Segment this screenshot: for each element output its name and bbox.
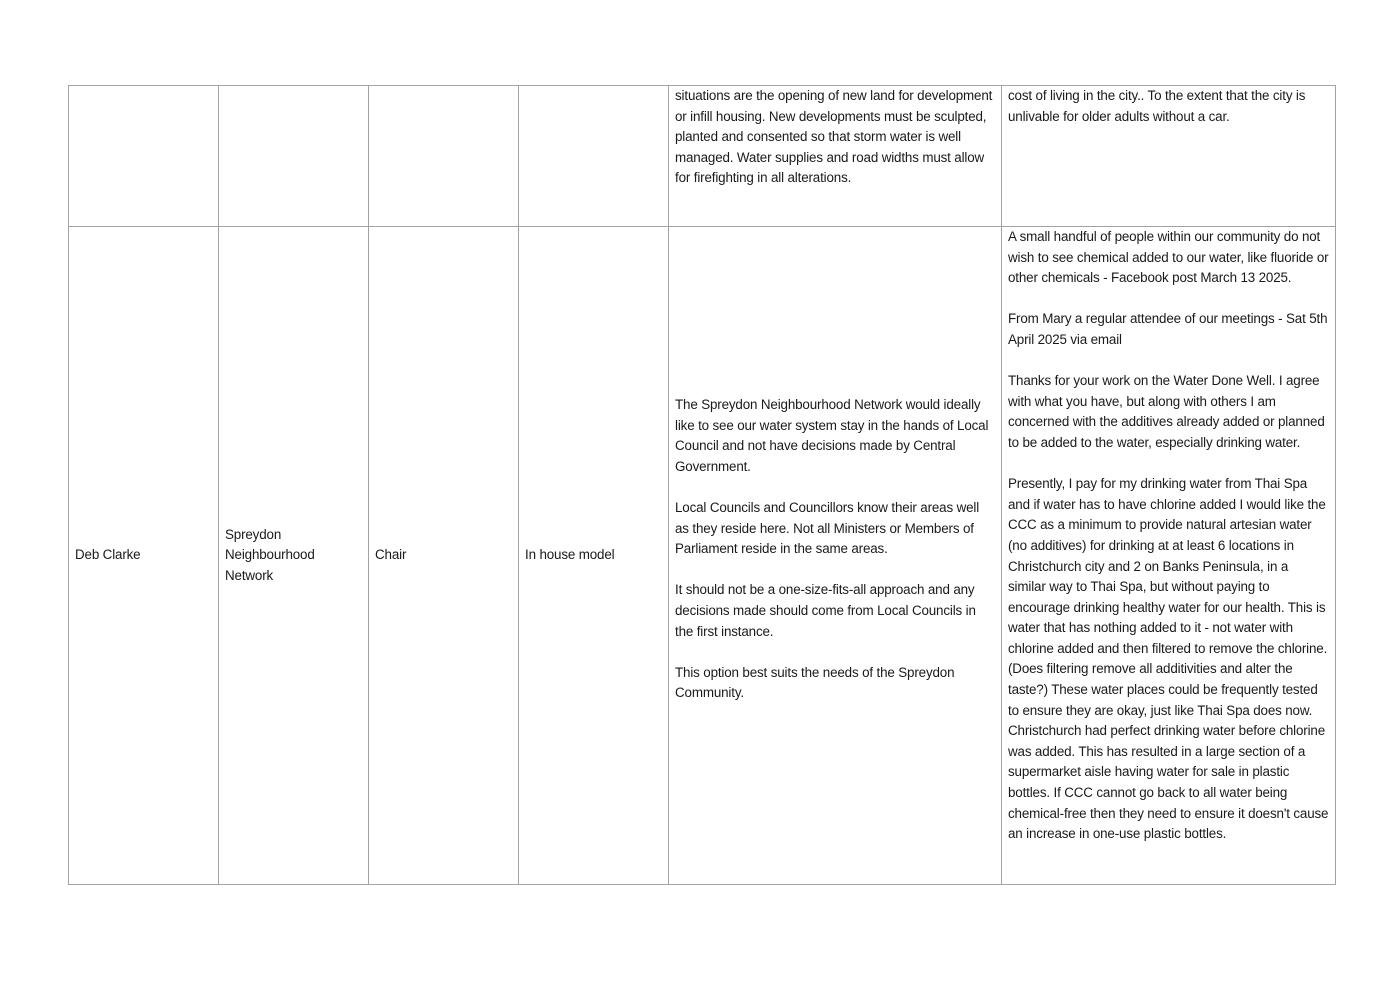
reasons-paragraph: The Spreydon Neighbourhood Network would ideally like to see our water system stay in the hands of Local Council and not have decisions made by Central Government. <box>675 397 989 474</box>
comments-cell <box>1002 227 1336 885</box>
reasons-cell <box>669 227 1002 885</box>
comments-cell <box>1002 86 1336 227</box>
name-cell <box>69 86 219 227</box>
preferred-option-cell <box>519 86 669 227</box>
table-row <box>69 227 1336 885</box>
reasons-paragraph: situations are the opening of new land for development or infill housing. New developments must be sculpted, planted and consented so that storm water is well managed. Water supplies and road widths must allow for firefighting in all alterations. <box>675 88 993 186</box>
comments-paragraph: cost of living in the city.. To the extent that the city is unlivable for older adults without a car. <box>1008 88 1306 124</box>
reasons-paragraph: This option best suits the needs of the Spreydon Community. <box>675 664 955 701</box>
comments-paragraph: From Mary a regular attendee of our meetings - Sat 5th April 2025 via email <box>1008 311 1328 347</box>
submissions-table <box>68 85 1336 885</box>
name-cell: Deb Clarke <box>69 227 219 885</box>
role-cell <box>369 86 519 227</box>
table-row <box>69 86 1336 227</box>
reasons-paragraph: It should not be a one-size-fits-all approach and any decisions made should come from Local Councils in the first instance. <box>675 582 976 639</box>
comments-paragraph: Presently, I pay for my drinking water from Thai Spa and if water has to have chlorine added I would like the CCC as a minimum to provide natural artesian water (no additives) for drinking at at least 6 locations in Christchurch city and 2 on Banks Peninsula, in a similar way to Thai Spa, but without paying to encourage drinking healthy water for our health. This is water that has nothing added to it - not water with chlorine added and then filtered to remove the chlorine. (Does filtering remove all additivities and alter the taste?) These water places could be frequently tested to ensure they are okay, just like Thai Spa does now. Christchurch had perfect drinking water before chlorine was added. This has resulted in a large section of a supermarket aisle having water for sale in plastic bottles. If CCC cannot go back to all water being chemical-free then they need to ensure it doesn't cause an increase in one-use plastic bottles. <box>1008 476 1329 842</box>
comments-paragraph: A small handful of people within our community do not wish to see chemical added to our water, like fluoride or other chemicals - Facebook post March 13 2025. <box>1008 229 1329 286</box>
preferred-option-cell: In house model <box>519 227 669 885</box>
reasons-paragraph: Local Councils and Councillors know their areas well as they reside here. Not all Ministers or Members of Parliament reside in the same areas. <box>675 499 980 557</box>
organisation-cell <box>219 227 369 885</box>
organisation-cell <box>219 86 369 227</box>
reasons-cell <box>669 86 1002 227</box>
comments-paragraph: Thanks for your work on the Water Done Well. I agree with what you have, but along with others I am concerned with the additives already added or planned to be added to the water, especially drinking water. <box>1008 373 1325 450</box>
organisation-text: Spreydon Neighbourhood Network <box>225 526 315 583</box>
role-cell: Chair <box>369 227 519 885</box>
